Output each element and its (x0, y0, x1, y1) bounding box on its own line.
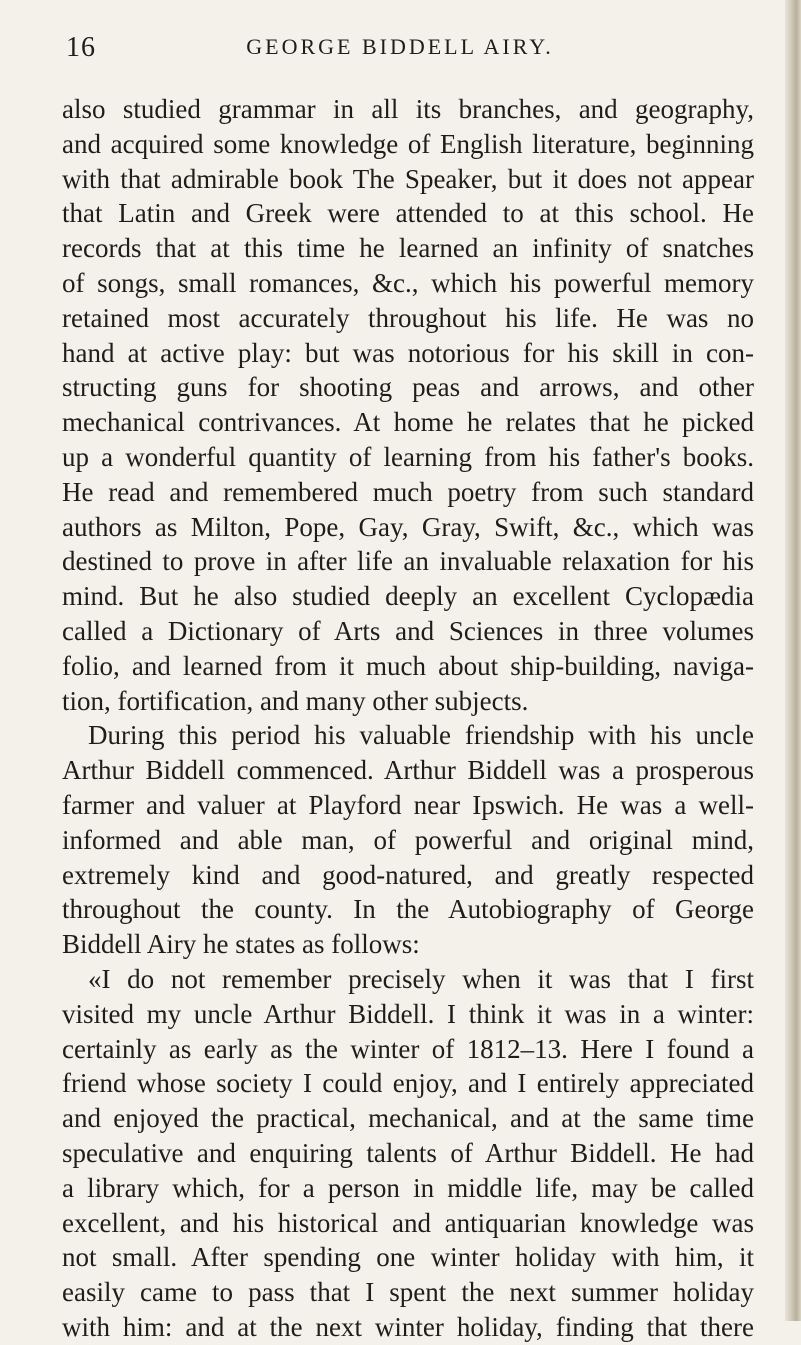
text-line: that Latin and Greek were attended to at this school. He (62, 198, 754, 229)
text-line: farmer and valuer at Playford near Ipswich. He was a well- (62, 789, 754, 820)
quote-line: not small. After spending one winter holiday with him, it (62, 1242, 754, 1273)
text-line: informed and able man, of powerful and original mind, (62, 824, 754, 855)
text-line: structing guns for shooting peas and arrows, and other (62, 372, 754, 403)
text-line: folio, and learned from it much about ship-building, naviga- (62, 650, 754, 681)
quote-line: a library which, for a person in middle life, may be called (62, 1172, 754, 1203)
text-line: Arthur Biddell commenced. Arthur Biddell was a prosperous (62, 755, 754, 786)
quote-line: speculative and enquiring talents of Arthur Biddell. He had (62, 1137, 754, 1168)
text-line: During this period his valuable friendship with his uncle (88, 720, 754, 751)
page-number: 16 (66, 32, 96, 63)
quote-line: visited my uncle Arthur Biddell. I think it was in a winter: (62, 998, 754, 1029)
text-line: retained most accurately throughout his life. He was no (62, 302, 754, 333)
quote-line: excellent, and his historical and antiquarian knowledge was (62, 1207, 754, 1238)
text-line: Biddell Airy he states as follows: (62, 929, 420, 960)
page-edge (785, 0, 801, 1321)
quote-line: with him: and at the next winter holiday, finding that there (62, 1311, 754, 1342)
text-line: called a Dictionary of Arts and Sciences in three volumes (62, 615, 754, 646)
text-line: destined to prove in after life an invaluable relaxation for his (62, 546, 754, 577)
text-line: He read and remembered much poetry from such standard (62, 476, 754, 507)
quote-line: and enjoyed the practical, mechanical, and at the same time (62, 1103, 754, 1134)
text-line: up a wonderful quantity of learning from his father's books. (62, 441, 754, 472)
text-line: tion, fortification, and many other subjects. (62, 685, 529, 716)
running-title: GEORGE BIDDELL AIRY. (246, 34, 554, 59)
text-line: records that at this time he learned an infinity of snatches (62, 233, 754, 264)
text-line: also studied grammar in all its branches, and geography, (62, 94, 754, 124)
quote-line: «I do not remember precisely when it was that I first (88, 963, 754, 994)
text-line: mechanical contrivances. At home he relates that he picked (62, 407, 754, 438)
text-line: throughout the county. In the Autobiography of George (62, 894, 754, 925)
quote-line: easily came to pass that I spent the next summer holiday (62, 1277, 754, 1308)
text-line: hand at active play: but was notorious for his skill in con- (62, 337, 754, 368)
text-line: mind. But he also studied deeply an excellent Cyclopædia (62, 581, 754, 612)
text-line: and acquired some knowledge of English literature, beginning (62, 128, 754, 159)
text-line: authors as Milton, Pope, Gay, Gray, Swift, &c., which was (62, 511, 754, 542)
text-line: with that admirable book The Speaker, but it does not appear (62, 163, 754, 194)
text-line: extremely kind and good-natured, and greatly respected (62, 859, 754, 890)
page-header (50, 24, 750, 64)
body-text (62, 92, 754, 1345)
text-line: of songs, small romances, &c., which his powerful memory (62, 267, 754, 298)
quote-line: friend whose society I could enjoy, and I entirely appreciated (62, 1068, 754, 1099)
quote-line: certainly as early as the winter of 1812–13. Here I found a (62, 1033, 754, 1064)
